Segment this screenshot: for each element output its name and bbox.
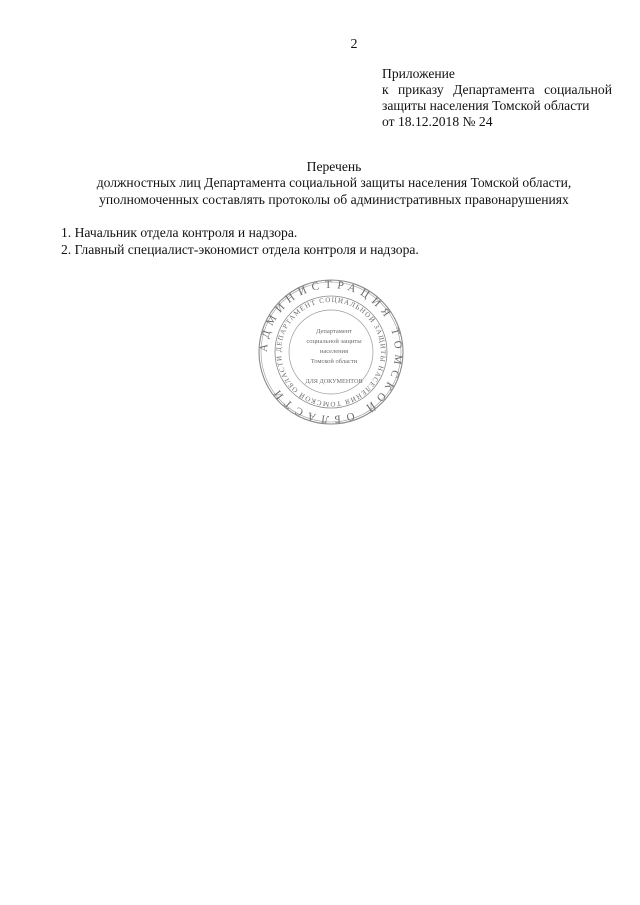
stamp-center-line-2: социальной защиты — [306, 338, 362, 345]
appendix-title: Приложение — [382, 66, 455, 81]
stamp-center-line-1: Департамент — [315, 328, 353, 335]
appendix-block — [382, 66, 612, 130]
list-subtitle — [60, 174, 608, 208]
appendix-date-line: от 18.12.2018 № 24 — [382, 114, 493, 129]
stamp-center-line-4: Томской области — [310, 358, 358, 365]
page-number: 2 — [350, 37, 358, 52]
officials-list — [61, 224, 601, 258]
stamp-center-line-3: населения — [319, 348, 349, 355]
stamp-center-line-5: ДЛЯ ДОКУМЕНТОВ — [305, 378, 363, 385]
list-title: Перечень — [306, 159, 362, 174]
appendix-order-line: к приказу Департамента социальной — [382, 82, 612, 97]
list-item-2: 2. Главный специалист-экономист отдела контроля и надзора. — [61, 242, 419, 257]
stamp-outer-text: АДМИНИСТРАЦИЯ ТОМСКОЙ ОБЛАСТИ — [257, 278, 405, 426]
list-subtitle-line-2: уполномоченных составлять протоколы об административных правонарушениях — [99, 192, 569, 207]
stamp-inner-text: ДЕПАРТАМЕНТ СОЦИАЛЬНОЙ ЗАЩИТЫ НАСЕЛЕНИЯ ТОМСКОЙ ОБЛАСТИ — [274, 295, 388, 409]
appendix-department-line: защиты населения Томской области — [382, 98, 590, 113]
list-subtitle-line-1: должностных лиц Департамента социальной защиты населения Томской области, — [96, 175, 572, 190]
stamp-seal-graphic — [256, 277, 406, 427]
list-item-1: 1. Начальник отдела контроля и надзора. — [61, 225, 298, 240]
official-stamp — [256, 277, 406, 427]
